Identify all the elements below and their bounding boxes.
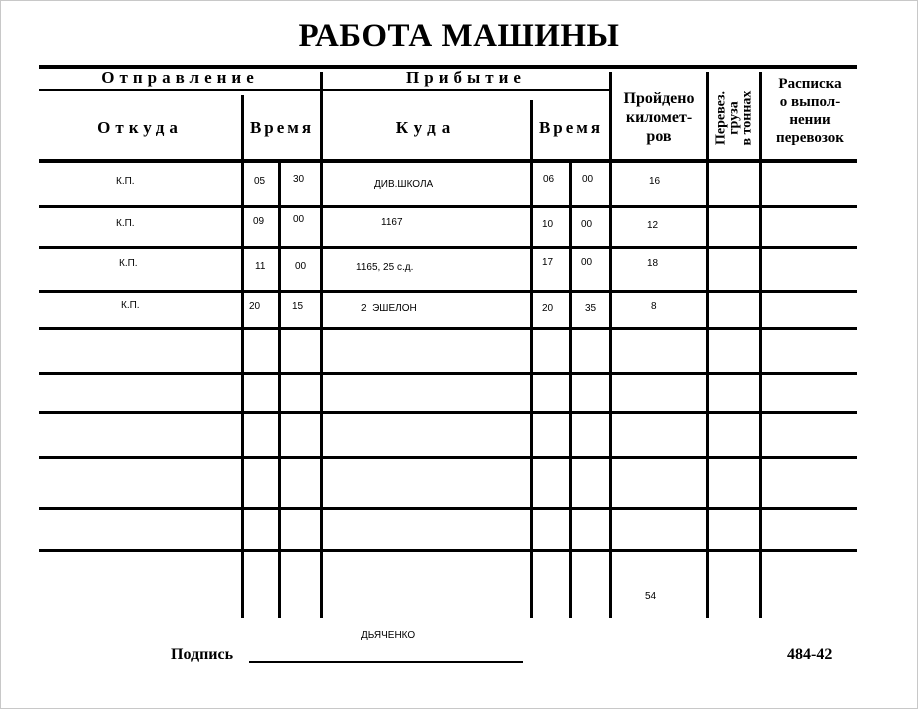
- header-from: Откуда: [97, 118, 183, 137]
- row-2-km: 12: [647, 220, 659, 231]
- rule-row-6: [39, 411, 857, 414]
- row-1-arr-hour: 06: [543, 174, 555, 185]
- row-1-km: 16: [649, 176, 661, 187]
- header-arrival-time: Время: [538, 118, 604, 137]
- rule-row-8: [39, 507, 857, 510]
- row-1-from: К.П.: [116, 176, 135, 187]
- header-cargo-line-3: в тоннах: [739, 90, 755, 146]
- rule-row-1: [39, 205, 857, 208]
- row-3-from: К.П.: [119, 258, 138, 269]
- header-km-line-3: ров: [646, 128, 672, 145]
- header-departure-time: Время: [249, 118, 315, 137]
- form-title: РАБОТА МАШИНЫ: [298, 18, 620, 54]
- row-3-km: 18: [647, 258, 659, 269]
- header-km: [612, 89, 706, 146]
- total-km: 54: [645, 591, 657, 602]
- row-2-dep-min: 00: [293, 214, 305, 225]
- row-2-to: 1167: [381, 217, 403, 228]
- col-rule-to-time: [530, 100, 533, 618]
- row-2-arr-min: 00: [581, 219, 593, 230]
- row-4-km: 8: [651, 301, 657, 312]
- row-3-dep-min: 00: [295, 261, 307, 272]
- header-receipt-line-3: нении: [789, 112, 831, 128]
- rule-row-5: [39, 372, 857, 375]
- row-3-arr-min: 00: [581, 257, 593, 268]
- col-rule-arr-hm: [569, 161, 572, 618]
- col-rule-arr-km: [609, 72, 612, 618]
- header-receipt-line-4: перевозок: [776, 130, 844, 146]
- row-4-from: К.П.: [121, 300, 140, 311]
- row-3-arr-hour: 17: [542, 257, 554, 268]
- row-4-arr-min: 35: [585, 303, 597, 314]
- col-rule-dep-arr: [320, 72, 323, 618]
- row-3-dep-hour: 11: [255, 261, 266, 272]
- row-2-from: К.П.: [116, 218, 135, 229]
- row-1-dep-hour: 05: [254, 176, 266, 187]
- header-receipt-line-1: Расписка: [778, 76, 842, 92]
- col-rule-dep-hm: [278, 161, 281, 618]
- row-4-dep-min: 15: [292, 301, 304, 312]
- header-receipt-line-2: о выпол-: [779, 94, 841, 110]
- form-number: 484-42: [787, 646, 833, 663]
- row-1-to: ДИВ.ШКОЛА: [374, 179, 434, 190]
- header-arrival: Прибытие: [406, 68, 526, 87]
- rule-row-3: [39, 290, 857, 293]
- header-km-line-2: километ-: [625, 109, 693, 126]
- row-2-dep-hour: 09: [253, 216, 265, 227]
- signature-label: Подпись: [171, 646, 234, 663]
- row-4-dep-hour: 20: [249, 301, 261, 312]
- rule-row-9: [39, 549, 857, 552]
- col-rule-from-time: [241, 95, 244, 618]
- header-cargo: [708, 78, 760, 158]
- header-receipt: [762, 75, 858, 147]
- row-2-arr-hour: 10: [542, 219, 554, 230]
- signature-name: ДЬЯЧЕНКО: [361, 630, 416, 641]
- row-4-arr-hour: 20: [542, 303, 554, 314]
- header-km-line-1: Пройдено: [623, 90, 695, 107]
- row-4-to: 2 ЭШЕЛОН: [361, 303, 417, 314]
- row-1-arr-min: 00: [582, 174, 594, 185]
- rule-row-7: [39, 456, 857, 459]
- row-1-dep-min: 30: [293, 174, 305, 185]
- header-to: Куда: [395, 118, 457, 137]
- signature-line: [249, 661, 523, 663]
- rule-subheader: [39, 89, 612, 91]
- header-cargo-line-1: Перевез.: [713, 91, 729, 146]
- rule-row-2: [39, 246, 857, 249]
- header-cargo-line-2: груза: [726, 101, 742, 135]
- rule-header-bottom: [39, 159, 857, 163]
- header-departure: Отправление: [101, 68, 259, 87]
- row-3-to: 1165, 25 с.д.: [356, 262, 414, 273]
- rule-row-4: [39, 327, 857, 330]
